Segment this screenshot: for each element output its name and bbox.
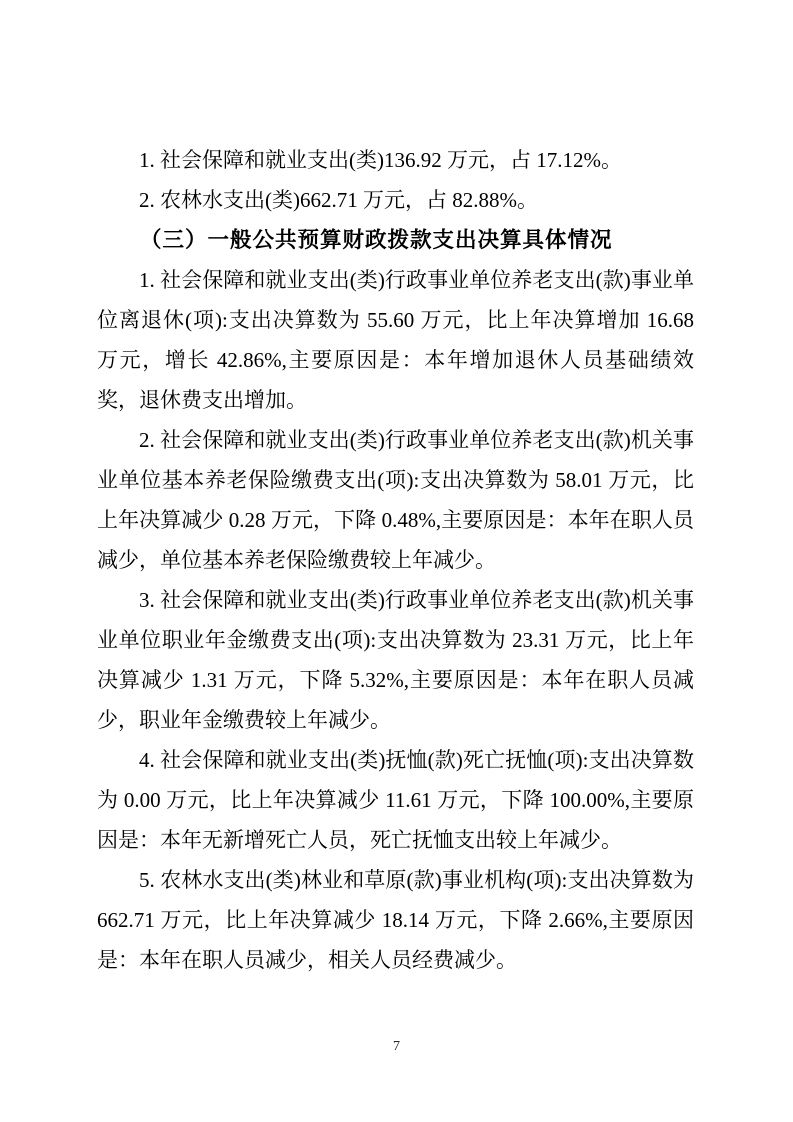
page-number: 7 — [393, 1039, 400, 1054]
document-body — [97, 140, 694, 980]
paragraph-expenditure-5: 5. 农林水支出(类)林业和草原(款)事业机构(项):支出决算数为 662.71 万元，比上年决算减少 18.14 万元，下降 2.66%,主要原因是：本年在职人员减少，相关人员经费减少。 — [97, 868, 694, 972]
summary-item-1: 1. 社会保障和就业支出(类)136.92 万元，占 17.12%。 — [139, 148, 622, 172]
paragraph-expenditure-3: 3. 社会保障和就业支出(类)行政事业单位养老支出(款)机关事业单位职业年金缴费支出(项):支出决算数为 23.31 万元，比上年决算减少 1.31 万元，下降 5.32%,主要原因是：本年在职人员减少，职业年金缴费较上年减少。 — [97, 588, 694, 732]
paragraph-expenditure-1: 1. 社会保障和就业支出(类)行政事业单位养老支出(款)事业单位离退休(项):支出决算数为 55.60 万元，比上年决算增加 16.68 万元，增长 42.86%,主要原因是：本年增加退休人员基础绩效奖，退休费支出增加。 — [97, 268, 694, 412]
section-heading: （三）一般公共预算财政拨款支出决算具体情况 — [140, 228, 613, 252]
paragraph-expenditure-2: 2. 社会保障和就业支出(类)行政事业单位养老支出(款)机关事业单位基本养老保险缴费支出(项):支出决算数为 58.01 万元，比上年决算减少 0.28 万元，下降 0.48%,主要原因是：本年在职人员减少，单位基本养老保险缴费较上年减少。 — [97, 428, 694, 572]
paragraph-expenditure-4: 4. 社会保障和就业支出(类)抚恤(款)死亡抚恤(项):支出决算数为 0.00 万元，比上年决算减少 11.61 万元，下降 100.00%,主要原因是：本年无新增死亡人员，死亡抚恤支出较上年减少。 — [97, 748, 694, 852]
summary-item-2: 2. 农林水支出(类)662.71 万元，占 82.88%。 — [139, 188, 538, 212]
